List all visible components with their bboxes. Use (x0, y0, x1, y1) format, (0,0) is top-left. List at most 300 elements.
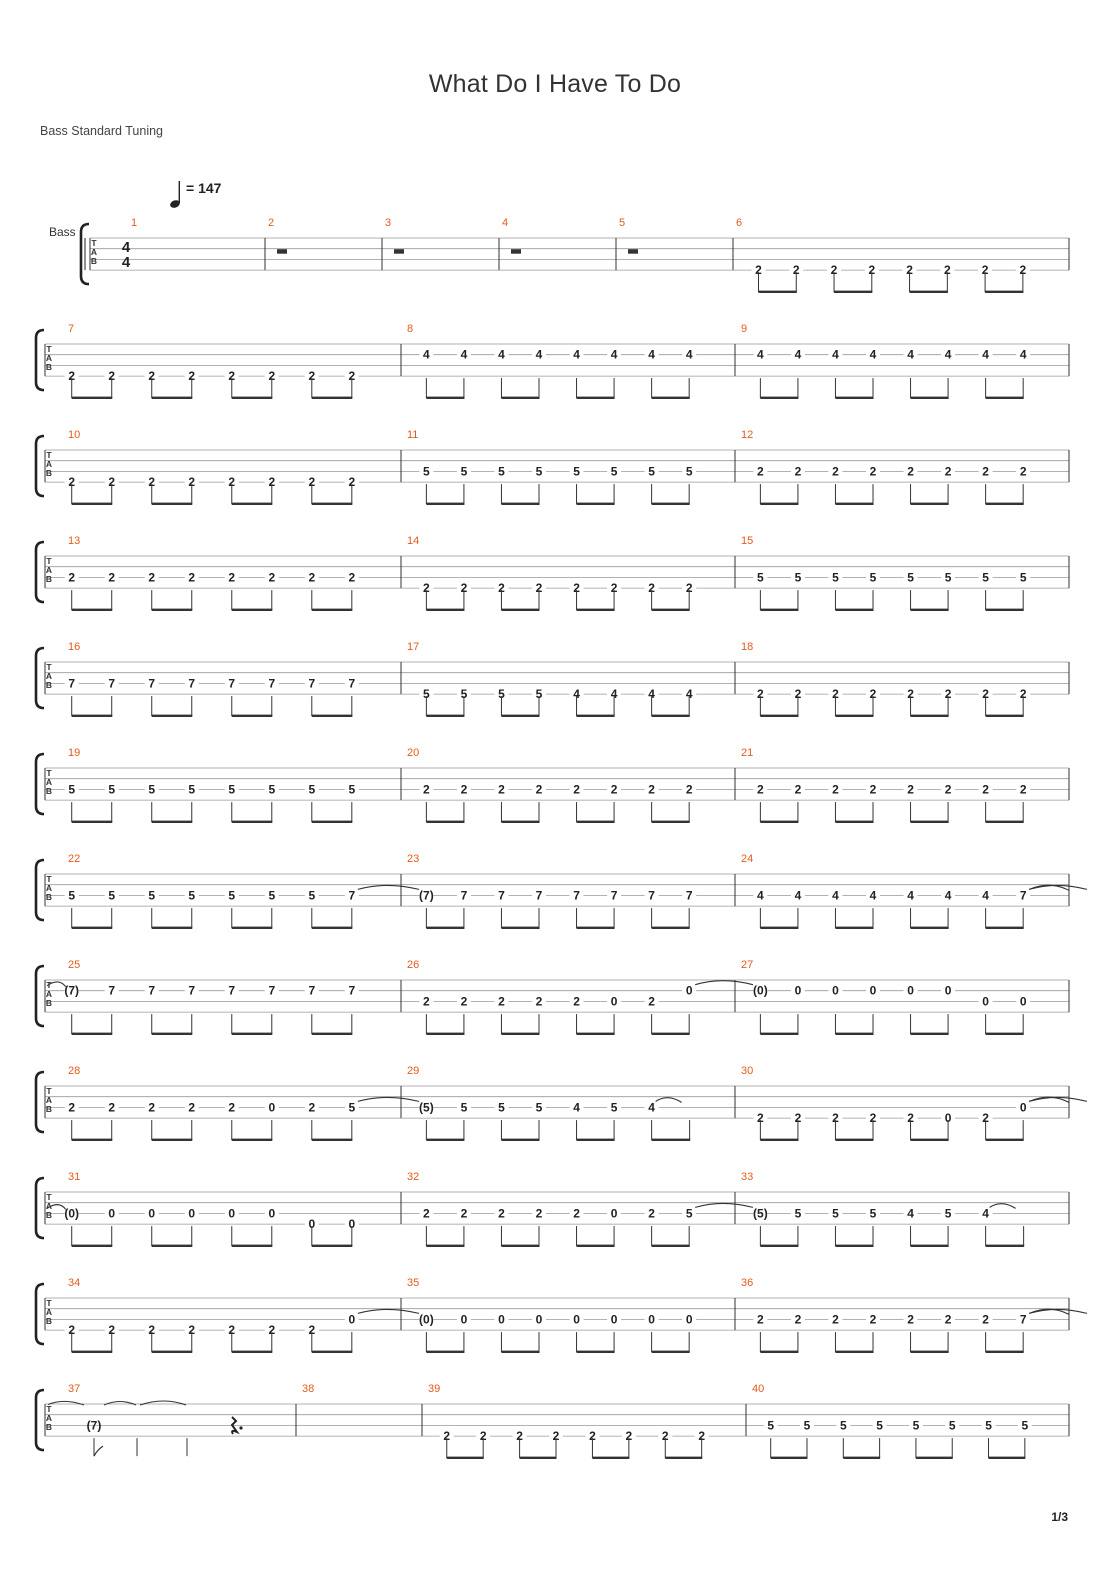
fret-number: 0 (685, 1312, 693, 1327)
beam (312, 1139, 353, 1141)
fret-number: 2 (148, 570, 156, 585)
beam (986, 927, 1024, 929)
tab-clef-letter: A (45, 883, 53, 893)
fret-number: 4 (869, 347, 877, 362)
tab-clef-letter: T (46, 1086, 52, 1096)
beam (835, 1245, 873, 1247)
measure-21 (741, 747, 1030, 823)
fret-number: 4 (907, 1206, 914, 1221)
measure-12 (741, 429, 1030, 505)
tab-system (36, 323, 1069, 399)
beam (835, 821, 873, 823)
fret-number: 0 (573, 1312, 580, 1327)
fret-number: 0 (982, 994, 989, 1009)
beam (312, 1033, 353, 1035)
measure-28 (65, 1065, 419, 1141)
beam (232, 503, 273, 505)
fret-number: 2 (982, 687, 989, 702)
fret-number: 2 (108, 570, 116, 585)
tab-clef-letter: B (45, 468, 53, 478)
beam (501, 1033, 539, 1035)
fret-number: 4 (423, 347, 430, 362)
beam (760, 1139, 798, 1141)
fret-number: 7 (108, 676, 116, 691)
tab-system (36, 1277, 1087, 1353)
tab-clef-letter: T (46, 1192, 52, 1202)
fret-number: (7) (86, 1418, 102, 1433)
measure-1 (131, 217, 137, 229)
beam (152, 1245, 193, 1247)
tab-clef-letter: T (46, 450, 52, 460)
fret-number: 2 (552, 1429, 560, 1444)
beam (652, 397, 690, 399)
beam (577, 1139, 615, 1141)
system-bracket (36, 1072, 44, 1132)
measure-22 (65, 853, 419, 929)
beam (426, 1351, 464, 1353)
fret-number: 2 (757, 782, 764, 797)
beam (577, 821, 615, 823)
fret-number: 2 (498, 1206, 505, 1221)
fret-number: 2 (423, 1206, 430, 1221)
beam (152, 503, 193, 505)
fret-number: 0 (108, 1206, 116, 1221)
fret-number: 5 (535, 1100, 543, 1115)
system-bracket (36, 1390, 44, 1450)
fret-number: 2 (648, 1206, 655, 1221)
fret-number: 5 (948, 1418, 956, 1433)
fret-number: 4 (573, 1100, 580, 1115)
tab-clef-letter: A (45, 353, 53, 363)
fret-number: 2 (832, 1312, 839, 1327)
fret-number: 2 (108, 1100, 116, 1115)
fret-number: 2 (832, 464, 839, 479)
fret-number: 4 (1019, 347, 1027, 362)
measure-number: 23 (407, 853, 420, 865)
fret-number: 5 (648, 464, 655, 479)
beam (501, 503, 539, 505)
beam (758, 291, 796, 293)
beam (312, 927, 353, 929)
fret-number: 5 (108, 888, 116, 903)
measure-3 (385, 217, 404, 254)
tab-clef-letter: A (45, 1413, 53, 1423)
fret-number: (5) (419, 1100, 434, 1115)
beam (835, 715, 873, 717)
fret-number: 2 (907, 782, 914, 797)
beam (232, 609, 273, 611)
fret-number: 2 (757, 687, 764, 702)
beam (760, 715, 798, 717)
measure-number: 8 (407, 323, 414, 335)
beam (760, 1351, 798, 1353)
beam (652, 1033, 690, 1035)
beam (652, 821, 690, 823)
fret-number: 2 (943, 263, 951, 278)
fret-number: 7 (348, 676, 356, 691)
fret-number: 2 (685, 782, 693, 797)
fret-number: 5 (803, 1418, 811, 1433)
measure-37 (45, 1383, 243, 1456)
fret-number: 2 (68, 1100, 76, 1115)
fret-number: 4 (685, 347, 693, 362)
tab-clef-letter: T (46, 556, 52, 566)
fret-number: 2 (832, 782, 839, 797)
beam (592, 1457, 629, 1459)
fret-number: 2 (535, 581, 543, 596)
tab-system (36, 747, 1069, 823)
measure-number: 19 (68, 747, 81, 759)
beam (232, 821, 273, 823)
tab-clef-letter: A (45, 989, 53, 999)
tab-clef-letter: A (45, 1307, 53, 1317)
tie-arc (48, 1401, 84, 1405)
fret-number: 2 (516, 1429, 523, 1444)
beam (232, 1351, 273, 1353)
beam (911, 609, 949, 611)
fret-number: 2 (268, 570, 276, 585)
fret-number: 4 (648, 687, 655, 702)
beam (72, 715, 113, 717)
fret-number: 5 (498, 464, 505, 479)
fret-number: 4 (794, 347, 802, 362)
beam (426, 1245, 464, 1247)
beam (577, 503, 615, 505)
fret-number: 0 (148, 1206, 156, 1221)
fret-number: 2 (869, 464, 877, 479)
beam (835, 1139, 873, 1141)
measure-24 (741, 853, 1087, 929)
measure-6 (736, 217, 1030, 293)
beam (652, 1139, 691, 1141)
fret-number: 2 (479, 1429, 487, 1444)
measure-30 (741, 1065, 1087, 1141)
fret-number: 7 (268, 983, 276, 998)
fret-number: 4 (610, 347, 618, 362)
tab-clef-letter: A (45, 671, 53, 681)
beam (835, 503, 873, 505)
beam (665, 1457, 702, 1459)
measure-number: 20 (407, 747, 420, 759)
fret-number: 2 (188, 369, 196, 384)
beam (426, 715, 464, 717)
measure-35 (407, 1277, 696, 1353)
fret-number: 2 (1019, 687, 1027, 702)
instrument-name: Bass (49, 225, 76, 239)
beam (152, 609, 193, 611)
measure-number: 18 (741, 641, 754, 653)
system-bracket (36, 542, 44, 602)
tab-clef-letter: B (45, 1316, 53, 1326)
fret-number: 2 (755, 263, 762, 278)
tab-clef-letter: T (91, 238, 97, 248)
fret-number: 0 (228, 1206, 236, 1221)
beam (152, 1033, 193, 1035)
fret-number: 2 (443, 1429, 451, 1444)
fret-number: 7 (498, 888, 505, 903)
measure-20 (407, 747, 696, 823)
note-flag (94, 1446, 103, 1456)
fret-number: 2 (308, 475, 316, 490)
fret-number: 2 (148, 369, 156, 384)
fret-number: 2 (1019, 464, 1027, 479)
fret-number: (0) (64, 1206, 80, 1221)
fret-number: 4 (648, 347, 655, 362)
fret-number: 2 (535, 782, 543, 797)
fret-number: 0 (685, 983, 693, 998)
beam (986, 1033, 1024, 1035)
tab-clef-letter: B (45, 1104, 53, 1114)
fret-number: 7 (648, 888, 655, 903)
measure-number: 11 (407, 429, 419, 441)
tie-arc (990, 1204, 1016, 1209)
measure-39 (428, 1383, 709, 1459)
beam (985, 291, 1023, 293)
fret-number: 4 (907, 347, 914, 362)
beam (835, 397, 873, 399)
tie-arc (695, 1203, 753, 1207)
tie-arc (358, 1097, 419, 1101)
fret-number: 2 (794, 1111, 802, 1126)
fret-number: 5 (460, 687, 468, 702)
fret-number: 0 (1019, 1100, 1027, 1115)
beam (577, 1033, 615, 1035)
beam (760, 1033, 798, 1035)
fret-number: 2 (661, 1429, 669, 1444)
fret-number: 0 (610, 1206, 618, 1221)
beam (72, 927, 113, 929)
tab-system (36, 641, 1069, 717)
fret-number: 4 (794, 888, 802, 903)
measure-number: 36 (741, 1277, 754, 1289)
beam (152, 715, 193, 717)
fret-number: 2 (906, 263, 913, 278)
tab-clef-letter: B (45, 1210, 53, 1220)
system-bracket (36, 1284, 44, 1344)
fret-number: 2 (648, 994, 655, 1009)
measure-number: 12 (741, 429, 754, 441)
fret-number: 2 (573, 581, 580, 596)
fret-number: 7 (188, 983, 196, 998)
measure-number: 37 (68, 1383, 81, 1395)
fret-number: 4 (982, 1206, 989, 1221)
tab-system (36, 429, 1069, 505)
fret-number: 7 (348, 983, 356, 998)
beam (652, 1245, 690, 1247)
fret-number: 2 (794, 464, 802, 479)
system-bracket (36, 330, 44, 390)
tab-clef-letter: B (45, 680, 53, 690)
fret-number: 5 (832, 1206, 839, 1221)
tab-clef-letter: T (46, 980, 52, 990)
beam (760, 1245, 798, 1247)
measure-number: 14 (407, 535, 420, 547)
system-bracket (36, 860, 44, 920)
measure-number: 28 (68, 1065, 81, 1077)
whole-rest (628, 249, 638, 254)
tab-clef-letter: A (45, 565, 53, 575)
beam (986, 609, 1024, 611)
beam (72, 397, 113, 399)
fret-number: 7 (228, 676, 236, 691)
fret-number: 2 (698, 1429, 706, 1444)
beam (312, 609, 353, 611)
measure-number: 32 (407, 1171, 420, 1183)
fret-number: 7 (148, 676, 156, 691)
fret-number: 5 (1021, 1418, 1029, 1433)
fret-number: 2 (148, 1100, 156, 1115)
tab-clef-letter: B (45, 574, 53, 584)
measure-36 (741, 1277, 1087, 1353)
fret-number: 2 (188, 475, 196, 490)
measure-38 (302, 1383, 314, 1395)
system-bracket (36, 966, 44, 1026)
fret-number: 0 (348, 1312, 356, 1327)
fret-number: 4 (832, 888, 839, 903)
fret-number: 7 (268, 676, 276, 691)
fret-number: 2 (648, 581, 655, 596)
beam (577, 927, 615, 929)
fret-number: 7 (1019, 1312, 1027, 1327)
beam (312, 1351, 353, 1353)
tuning-label: Bass Standard Tuning (40, 124, 163, 138)
beam (152, 1139, 193, 1141)
fret-number: 2 (869, 687, 877, 702)
beam (577, 1245, 615, 1247)
fret-number: 2 (460, 994, 468, 1009)
beam (232, 397, 273, 399)
beam (426, 397, 464, 399)
fret-number: 2 (573, 782, 580, 797)
tab-clef-letter: A (45, 777, 53, 787)
beam (911, 927, 949, 929)
measure-14 (407, 535, 696, 611)
beam (835, 609, 873, 611)
tie-arc (358, 1309, 419, 1313)
system-bracket (36, 1178, 44, 1238)
measure-27 (741, 959, 1030, 1035)
tab-clef-letter: T (46, 1298, 52, 1308)
beam (911, 1139, 949, 1141)
fret-number: 5 (912, 1418, 920, 1433)
fret-number: 0 (460, 1312, 468, 1327)
fret-number: 4 (648, 1100, 655, 1115)
fret-number: 2 (535, 994, 543, 1009)
fret-number: 7 (188, 676, 196, 691)
measure-number: 40 (752, 1383, 765, 1395)
fret-number: 5 (944, 1206, 952, 1221)
measure-5 (619, 217, 638, 254)
fret-number: 2 (268, 1323, 276, 1338)
fret-number: 2 (757, 464, 764, 479)
fret-number: 2 (794, 687, 802, 702)
tab-clef-letter: B (45, 1422, 53, 1432)
beam (232, 1245, 273, 1247)
fret-number: 2 (625, 1429, 633, 1444)
beam (760, 503, 798, 505)
tab-system (36, 1171, 1069, 1247)
measure-number: 21 (741, 747, 754, 759)
beam (577, 609, 615, 611)
fret-number: 2 (423, 994, 430, 1009)
beam (760, 821, 798, 823)
fret-number: 5 (610, 1100, 618, 1115)
beam (835, 1351, 873, 1353)
beam (72, 1351, 113, 1353)
fret-number: 4 (832, 347, 839, 362)
fret-number: 5 (869, 570, 877, 585)
fret-number: 4 (907, 888, 914, 903)
beam (72, 609, 113, 611)
tab-clef-letter: T (46, 344, 52, 354)
beam (986, 715, 1024, 717)
measure-16 (65, 641, 359, 717)
beam (312, 715, 353, 717)
measure-25 (47, 959, 359, 1035)
time-signature-bottom: 4 (121, 254, 131, 271)
fret-number: 5 (839, 1418, 847, 1433)
fret-number: 2 (907, 687, 914, 702)
beam (520, 1457, 557, 1459)
fret-number: 5 (228, 782, 236, 797)
beam (986, 821, 1024, 823)
beam (72, 503, 113, 505)
beam (771, 1457, 808, 1459)
measure-29 (407, 1065, 690, 1141)
fret-number: 0 (268, 1100, 276, 1115)
fret-number: 4 (573, 347, 580, 362)
system-bracket (36, 648, 44, 708)
fret-number: 5 (228, 888, 236, 903)
fret-number: 2 (868, 263, 876, 278)
fret-number: 5 (767, 1418, 775, 1433)
measure-18 (741, 641, 1030, 717)
fret-number: 7 (308, 676, 316, 691)
fret-number: 7 (535, 888, 543, 903)
fret-number: 2 (188, 570, 196, 585)
fret-number: 2 (869, 1312, 877, 1327)
fret-number: 2 (982, 782, 989, 797)
fret-number: 5 (68, 782, 76, 797)
fret-number: 2 (1019, 263, 1027, 278)
fret-number: 5 (876, 1418, 883, 1433)
fret-number: 0 (794, 983, 802, 998)
fret-number: 5 (188, 782, 196, 797)
fret-number: 5 (460, 1100, 468, 1115)
beam (426, 1139, 464, 1141)
fret-number: 7 (348, 888, 356, 903)
fret-number: 5 (794, 1206, 802, 1221)
beam (911, 821, 949, 823)
fret-number: 5 (308, 888, 316, 903)
fret-number: 5 (685, 1206, 693, 1221)
measure-19 (65, 747, 359, 823)
beam (152, 927, 193, 929)
beam (652, 927, 690, 929)
fret-number: 2 (792, 263, 800, 278)
tab-clef-letter: B (45, 892, 53, 902)
fret-number: 2 (228, 570, 236, 585)
fret-number: 2 (573, 994, 580, 1009)
fret-number: 2 (108, 1323, 116, 1338)
fret-number: 5 (757, 570, 764, 585)
tab-clef-letter: B (90, 256, 98, 266)
fret-number: 2 (228, 1100, 236, 1115)
beam (501, 1351, 539, 1353)
fret-number: 4 (610, 687, 618, 702)
fret-number: 4 (757, 888, 764, 903)
fret-number: 0 (308, 1217, 316, 1232)
